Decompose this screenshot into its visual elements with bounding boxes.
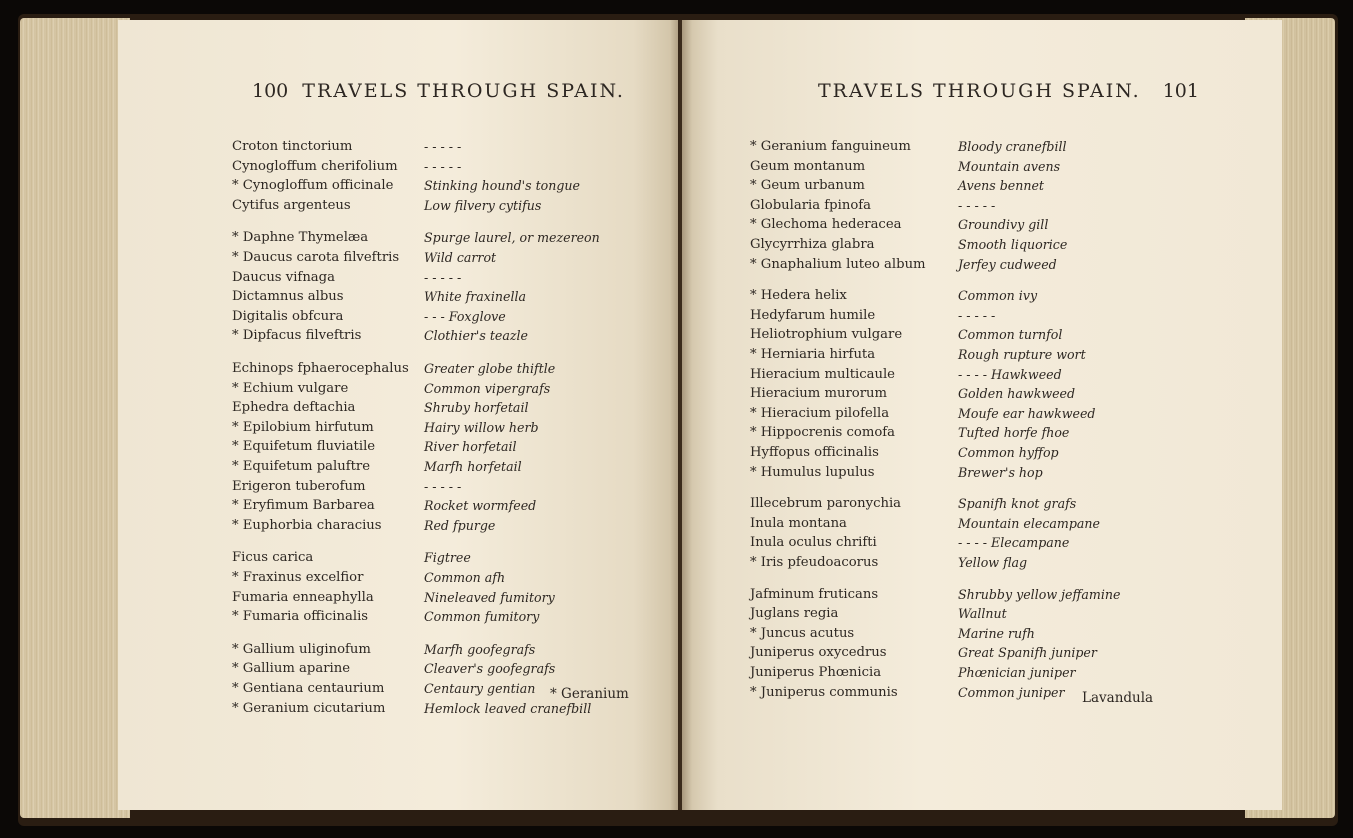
right-page-number: 101 [1162,80,1199,102]
latin-name: Cytifus argenteus [232,197,351,213]
common-name: Wallnut [958,606,1007,622]
latin-name: * Juniperus communis [750,684,898,700]
common-name: Wild carrot [424,250,497,265]
common-name: Groundivy gill [958,217,1049,233]
left-catchword: * Geranium [550,686,629,702]
latin-name: * Equifetum paluftre [232,459,371,474]
common-name: Golden hawkweed [958,386,1076,402]
common-name: Common hyffop [958,445,1059,460]
common-name: Hemlock leaved cranefbill [424,700,592,716]
common-name: Common juniper [958,684,1065,700]
latin-name: Fumaria enneaphylla [232,589,374,605]
latin-name: * Eryfimum Barbarea [232,498,375,514]
common-name: Common afh [424,570,506,585]
common-name: Marine rufh [958,625,1035,641]
left-page-edges [20,18,130,818]
latin-name: Hedyfarum humile [750,307,876,323]
common-name: - - - - - [958,197,996,213]
latin-name: Daucus vifnaga [232,269,335,285]
latin-name: * Echium vulgare [232,380,349,396]
latin-name: * Humulus lupulus [750,464,875,480]
common-name: Marfh goofegrafs [424,641,536,657]
common-name: Common vipergrafs [424,380,551,396]
latin-name: Echinops fphaerocephalus [232,361,409,376]
common-name: - - - Foxglove [424,308,506,324]
latin-name: * Dipfacus filveftris [232,328,362,344]
latin-name: Hieracium multicaule [750,366,895,382]
common-name: - - - - - [958,307,996,323]
common-name: Common fumitory [424,609,540,625]
latin-name: Hyffopus officinalis [750,445,879,460]
latin-name: * Gnaphalium luteo album [750,256,926,272]
latin-name: * Euphorbia characius [232,517,382,533]
latin-name: * Epilobium hirfutum [232,419,374,435]
common-name: - - - - Hawkweed [958,366,1062,382]
common-name: Hairy willow herb [424,419,539,435]
latin-name: * Geranium fanguineum [750,139,911,154]
common-name: Avens bennet [958,178,1044,194]
latin-name: Ficus carica [232,550,314,566]
latin-name: Dictamnus albus [232,289,344,305]
common-name: Mountain avens [958,158,1061,174]
common-name: Shruby horfetail [424,400,529,416]
common-name: Bloody cranefbill [958,139,1067,154]
common-name: - - - - - [424,139,462,154]
latin-name: Croton tinctorium [232,139,353,154]
latin-name: Ephedra deftachia [232,400,356,416]
common-name: River horfetail [424,439,517,455]
latin-name: * Fumaria officinalis [232,609,369,625]
latin-name: * Gallium uliginofum [232,641,371,657]
common-name: Tufted horfe fhoe [958,425,1070,441]
left-page-number: 100 [252,80,289,102]
common-name: Great Spanifh juniper [958,645,1097,661]
latin-name: Juniperus Phœnicia [750,665,882,680]
right-running-head [818,80,1199,102]
latin-name: Illecebrum paronychia [750,496,902,512]
common-name: Moufe ear hawkweed [958,405,1096,421]
latin-name: Inula oculus chrifti [750,535,877,551]
latin-name: Hieracium murorum [750,386,888,402]
common-name: Cleaver's goofegrafs [424,661,556,677]
common-name: - - - - - [424,478,462,494]
left-head-title: TRAVELS THROUGH SPAIN. [302,80,625,102]
latin-name: Jafminum fruticans [750,586,879,602]
latin-name: Erigeron tuberofum [232,478,366,494]
common-name: Shrubby yellow jeffamine [958,586,1121,602]
latin-name: * Hieracium pilofella [750,405,890,421]
latin-name: * Daucus carota filveftris [232,250,400,265]
latin-name: Globularia fpinofa [750,197,871,213]
common-name: Jerfey cudweed [958,256,1057,272]
common-name: Low filvery cytifus [424,197,542,213]
latin-name: * Herniaria hirfuta [750,347,876,362]
common-name: Spanifh knot grafs [958,496,1077,512]
right-head-title: TRAVELS THROUGH SPAIN. [818,80,1141,102]
common-name: Yellow flag [958,555,1028,570]
latin-name: * Glechoma hederacea [750,217,902,233]
common-name: Greater globe thiftle [424,361,556,376]
latin-name: Juniperus oxycedrus [750,645,887,661]
common-name: Phœnician juniper [958,665,1076,680]
common-name: Rough rupture wort [958,347,1086,362]
common-name: - - - - - [424,158,462,174]
common-name: Centaury gentian [424,681,536,696]
right-catchword: Lavandula [1082,690,1154,706]
common-name: Common turnfol [958,327,1063,343]
common-name: Nineleaved fumitory [424,589,555,605]
common-name: Red fpurge [424,517,496,533]
left-running-head [252,80,625,102]
latin-name: * Geranium cicutarium [232,700,386,716]
latin-name: * Daphne Thymelæa [232,230,369,246]
latin-name: Digitalis obfcura [232,308,344,324]
latin-name: * Gentiana centaurium [232,681,385,696]
latin-name: * Equifetum fluviatile [232,439,376,455]
common-name: - - - - Elecampane [958,535,1070,551]
latin-name: Heliotrophium vulgare [750,327,903,343]
latin-name: * Iris pfeudoacorus [750,555,879,570]
latin-name: * Hippocrenis comofa [750,425,896,441]
latin-name: Cynogloffum cherifolium [232,158,398,174]
latin-name: * Geum urbanum [750,178,865,194]
common-name: - - - - - [424,269,462,285]
common-name: Clothier's teazle [424,328,528,344]
common-name: Rocket wormfeed [424,498,537,514]
latin-name: Geum montanum [750,158,866,174]
latin-name: Inula montana [750,515,847,531]
latin-name: Glycyrrhiza glabra [750,237,875,252]
common-name: Smooth liquorice [958,237,1068,252]
latin-name: * Juncus acutus [750,625,855,641]
common-name: Common ivy [958,288,1038,304]
common-name: Stinking hound's tongue [424,178,580,194]
latin-name: * Fraxinus excelfior [232,570,364,585]
common-name: Marfh horfetail [424,459,522,474]
common-name: Mountain elecampane [958,515,1100,531]
common-name: Brewer's hop [958,464,1043,480]
latin-name: * Cynogloffum officinale [232,178,394,194]
common-name: Figtree [424,550,471,566]
latin-name: Juglans regia [750,606,839,622]
latin-name: * Hedera helix [750,288,847,304]
book-gutter [670,20,692,810]
common-name: White fraxinella [424,289,527,305]
latin-name: * Gallium aparine [232,661,351,677]
common-name: Spurge laurel, or mezereon [424,230,600,246]
